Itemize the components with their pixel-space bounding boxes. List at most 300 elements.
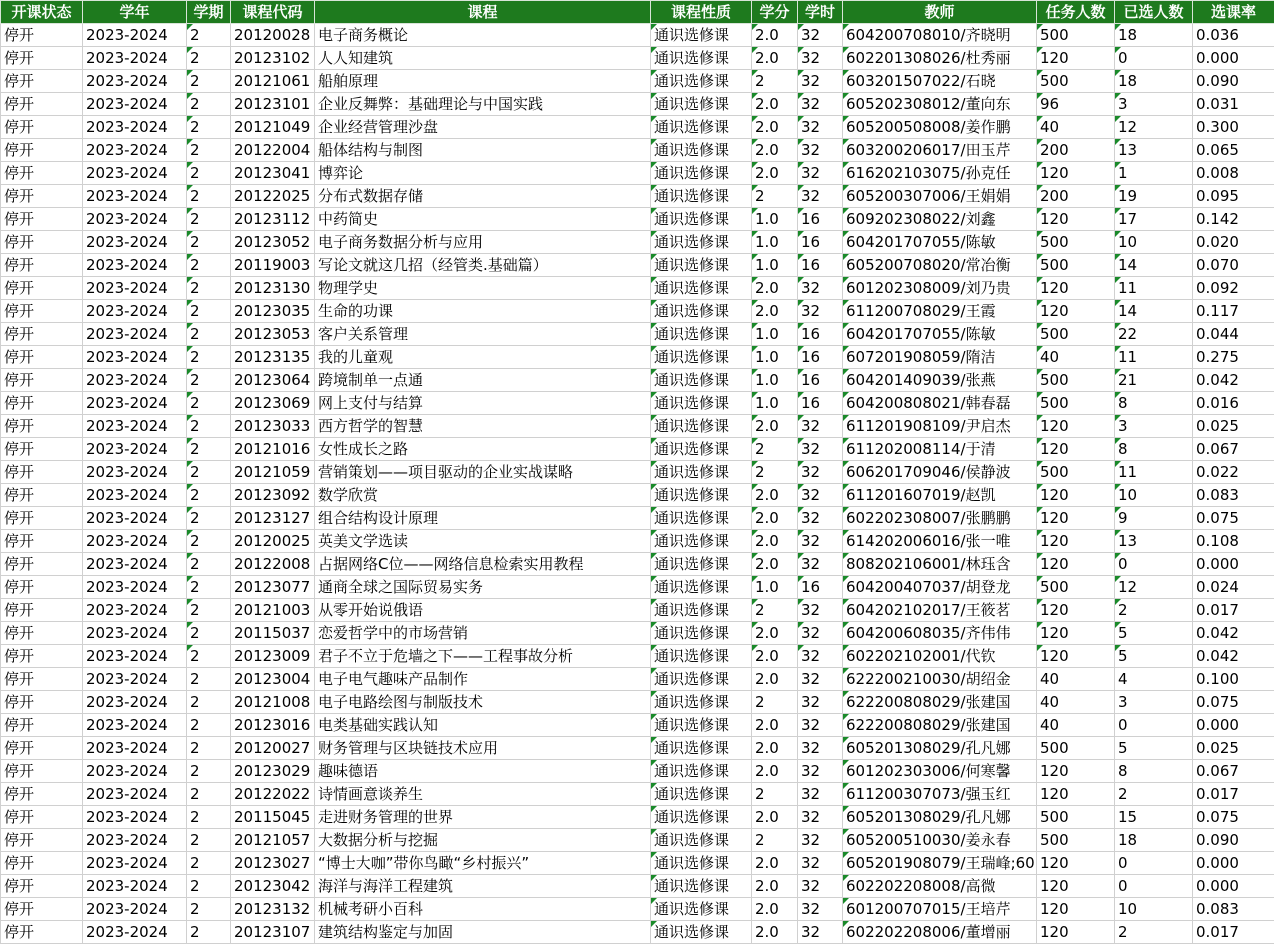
cell-course[interactable]: 电子商务数据分析与应用	[315, 231, 651, 254]
cell-enrolled[interactable]: 11	[1115, 346, 1193, 369]
cell-term[interactable]: 2	[187, 668, 231, 691]
cell-enroll-rate[interactable]: 0.100	[1193, 668, 1274, 691]
cell-credits[interactable]: 2.0	[752, 415, 798, 438]
cell-term[interactable]: 2	[187, 323, 231, 346]
cell-teacher[interactable]: 604200407037/胡登龙	[843, 576, 1037, 599]
cell-enrolled[interactable]: 5	[1115, 645, 1193, 668]
cell-year[interactable]: 2023-2024	[83, 277, 187, 300]
header-course-code[interactable]: 课程代码	[231, 1, 315, 24]
cell-course-code[interactable]: 20122022	[231, 783, 315, 806]
cell-course-code[interactable]: 20123092	[231, 484, 315, 507]
cell-course[interactable]: 君子不立于危墙之下——工程事故分析	[315, 645, 651, 668]
cell-credits[interactable]: 2.0	[752, 668, 798, 691]
cell-hours[interactable]: 16	[798, 208, 843, 231]
cell-status[interactable]: 停开	[1, 507, 83, 530]
cell-credits[interactable]: 2	[752, 70, 798, 93]
cell-year[interactable]: 2023-2024	[83, 415, 187, 438]
cell-course-type[interactable]: 通识选修课	[651, 921, 752, 944]
cell-capacity[interactable]: 120	[1037, 875, 1115, 898]
cell-year[interactable]: 2023-2024	[83, 185, 187, 208]
cell-course-type[interactable]: 通识选修课	[651, 599, 752, 622]
cell-capacity[interactable]: 500	[1037, 70, 1115, 93]
cell-year[interactable]: 2023-2024	[83, 622, 187, 645]
cell-term[interactable]: 2	[187, 875, 231, 898]
cell-enrolled[interactable]: 9	[1115, 507, 1193, 530]
cell-course[interactable]: 财务管理与区块链技术应用	[315, 737, 651, 760]
cell-course-type[interactable]: 通识选修课	[651, 576, 752, 599]
cell-year[interactable]: 2023-2024	[83, 760, 187, 783]
cell-capacity[interactable]: 120	[1037, 852, 1115, 875]
cell-teacher[interactable]: 602202208006/董增丽	[843, 921, 1037, 944]
cell-course-code[interactable]: 20121061	[231, 70, 315, 93]
cell-enrolled[interactable]: 18	[1115, 24, 1193, 47]
cell-enroll-rate[interactable]: 0.095	[1193, 185, 1274, 208]
cell-teacher[interactable]: 604201707055/陈敏	[843, 323, 1037, 346]
cell-capacity[interactable]: 120	[1037, 645, 1115, 668]
cell-enroll-rate[interactable]: 0.017	[1193, 921, 1274, 944]
cell-hours[interactable]: 16	[798, 392, 843, 415]
cell-course-code[interactable]: 20121008	[231, 691, 315, 714]
cell-hours[interactable]: 32	[798, 806, 843, 829]
cell-enroll-rate[interactable]: 0.000	[1193, 47, 1274, 70]
cell-course-type[interactable]: 通识选修课	[651, 507, 752, 530]
cell-enroll-rate[interactable]: 0.024	[1193, 576, 1274, 599]
cell-enrolled[interactable]: 14	[1115, 300, 1193, 323]
cell-course[interactable]: 英美文学选读	[315, 530, 651, 553]
cell-capacity[interactable]: 96	[1037, 93, 1115, 116]
cell-course-type[interactable]: 通识选修课	[651, 185, 752, 208]
cell-credits[interactable]: 2	[752, 829, 798, 852]
cell-teacher[interactable]: 605202308012/董向东	[843, 93, 1037, 116]
cell-course[interactable]: 人人知建筑	[315, 47, 651, 70]
cell-teacher[interactable]: 604200708010/齐晓明	[843, 24, 1037, 47]
cell-status[interactable]: 停开	[1, 185, 83, 208]
cell-course[interactable]: 分布式数据存储	[315, 185, 651, 208]
cell-course[interactable]: 大数据分析与挖掘	[315, 829, 651, 852]
cell-hours[interactable]: 16	[798, 231, 843, 254]
cell-credits[interactable]: 1.0	[752, 392, 798, 415]
cell-teacher[interactable]: 611201607019/赵凯	[843, 484, 1037, 507]
cell-year[interactable]: 2023-2024	[83, 346, 187, 369]
cell-year[interactable]: 2023-2024	[83, 576, 187, 599]
cell-enroll-rate[interactable]: 0.025	[1193, 737, 1274, 760]
cell-term[interactable]: 2	[187, 70, 231, 93]
cell-term[interactable]: 2	[187, 24, 231, 47]
cell-credits[interactable]: 1.0	[752, 254, 798, 277]
cell-capacity[interactable]: 40	[1037, 691, 1115, 714]
cell-term[interactable]: 2	[187, 438, 231, 461]
cell-course-type[interactable]: 通识选修课	[651, 300, 752, 323]
cell-course-type[interactable]: 通识选修课	[651, 392, 752, 415]
cell-hours[interactable]: 32	[798, 599, 843, 622]
cell-status[interactable]: 停开	[1, 300, 83, 323]
cell-course[interactable]: 诗情画意谈养生	[315, 783, 651, 806]
cell-teacher[interactable]: 605200307006/王娟娟	[843, 185, 1037, 208]
cell-enroll-rate[interactable]: 0.017	[1193, 783, 1274, 806]
cell-year[interactable]: 2023-2024	[83, 852, 187, 875]
cell-enrolled[interactable]: 13	[1115, 139, 1193, 162]
cell-term[interactable]: 2	[187, 553, 231, 576]
cell-enrolled[interactable]: 4	[1115, 668, 1193, 691]
cell-enroll-rate[interactable]: 0.275	[1193, 346, 1274, 369]
cell-credits[interactable]: 2.0	[752, 47, 798, 70]
cell-credits[interactable]: 2	[752, 599, 798, 622]
cell-course[interactable]: 网上支付与结算	[315, 392, 651, 415]
cell-capacity[interactable]: 500	[1037, 392, 1115, 415]
header-year[interactable]: 学年	[83, 1, 187, 24]
cell-enrolled[interactable]: 8	[1115, 392, 1193, 415]
cell-year[interactable]: 2023-2024	[83, 438, 187, 461]
cell-enroll-rate[interactable]: 0.036	[1193, 24, 1274, 47]
cell-course-type[interactable]: 通识选修课	[651, 852, 752, 875]
cell-course-type[interactable]: 通识选修课	[651, 622, 752, 645]
cell-enrolled[interactable]: 18	[1115, 70, 1193, 93]
cell-enroll-rate[interactable]: 0.016	[1193, 392, 1274, 415]
cell-enrolled[interactable]: 18	[1115, 829, 1193, 852]
cell-enroll-rate[interactable]: 0.117	[1193, 300, 1274, 323]
cell-status[interactable]: 停开	[1, 139, 83, 162]
cell-enrolled[interactable]: 2	[1115, 783, 1193, 806]
cell-enroll-rate[interactable]: 0.075	[1193, 507, 1274, 530]
cell-year[interactable]: 2023-2024	[83, 530, 187, 553]
cell-enrolled[interactable]: 21	[1115, 369, 1193, 392]
cell-enroll-rate[interactable]: 0.042	[1193, 622, 1274, 645]
cell-enrolled[interactable]: 0	[1115, 47, 1193, 70]
cell-credits[interactable]: 2.0	[752, 484, 798, 507]
cell-course[interactable]: 机械考研小百科	[315, 898, 651, 921]
cell-capacity[interactable]: 500	[1037, 323, 1115, 346]
cell-status[interactable]: 停开	[1, 921, 83, 944]
cell-enrolled[interactable]: 3	[1115, 691, 1193, 714]
cell-enroll-rate[interactable]: 0.008	[1193, 162, 1274, 185]
cell-teacher[interactable]: 601202308009/刘乃贵	[843, 277, 1037, 300]
cell-status[interactable]: 停开	[1, 737, 83, 760]
cell-enroll-rate[interactable]: 0.083	[1193, 898, 1274, 921]
cell-course-type[interactable]: 通识选修课	[651, 461, 752, 484]
cell-hours[interactable]: 32	[798, 737, 843, 760]
cell-credits[interactable]: 2	[752, 691, 798, 714]
cell-term[interactable]: 2	[187, 507, 231, 530]
cell-enrolled[interactable]: 3	[1115, 93, 1193, 116]
cell-hours[interactable]: 16	[798, 346, 843, 369]
cell-hours[interactable]: 32	[798, 185, 843, 208]
cell-teacher[interactable]: 611200307073/强玉红	[843, 783, 1037, 806]
cell-year[interactable]: 2023-2024	[83, 208, 187, 231]
cell-capacity[interactable]: 120	[1037, 277, 1115, 300]
cell-course-code[interactable]: 20120027	[231, 737, 315, 760]
cell-year[interactable]: 2023-2024	[83, 392, 187, 415]
cell-enroll-rate[interactable]: 0.025	[1193, 415, 1274, 438]
cell-enroll-rate[interactable]: 0.142	[1193, 208, 1274, 231]
cell-hours[interactable]: 32	[798, 277, 843, 300]
cell-teacher[interactable]: 607201908059/隋洁	[843, 346, 1037, 369]
cell-enrolled[interactable]: 1	[1115, 162, 1193, 185]
cell-capacity[interactable]: 120	[1037, 438, 1115, 461]
cell-hours[interactable]: 32	[798, 116, 843, 139]
cell-capacity[interactable]: 500	[1037, 461, 1115, 484]
cell-credits[interactable]: 2.0	[752, 162, 798, 185]
cell-term[interactable]: 2	[187, 93, 231, 116]
cell-course-code[interactable]: 20122008	[231, 553, 315, 576]
cell-capacity[interactable]: 500	[1037, 737, 1115, 760]
cell-year[interactable]: 2023-2024	[83, 599, 187, 622]
cell-year[interactable]: 2023-2024	[83, 645, 187, 668]
cell-status[interactable]: 停开	[1, 875, 83, 898]
cell-status[interactable]: 停开	[1, 806, 83, 829]
cell-status[interactable]: 停开	[1, 47, 83, 70]
cell-hours[interactable]: 32	[798, 47, 843, 70]
cell-status[interactable]: 停开	[1, 93, 83, 116]
cell-enrolled[interactable]: 12	[1115, 576, 1193, 599]
cell-enroll-rate[interactable]: 0.000	[1193, 875, 1274, 898]
cell-course-type[interactable]: 通识选修课	[651, 691, 752, 714]
cell-hours[interactable]: 16	[798, 254, 843, 277]
cell-enroll-rate[interactable]: 0.075	[1193, 691, 1274, 714]
cell-term[interactable]: 2	[187, 461, 231, 484]
cell-term[interactable]: 2	[187, 829, 231, 852]
cell-status[interactable]: 停开	[1, 530, 83, 553]
cell-hours[interactable]: 32	[798, 691, 843, 714]
cell-course-type[interactable]: 通识选修课	[651, 231, 752, 254]
cell-credits[interactable]: 2.0	[752, 645, 798, 668]
cell-capacity[interactable]: 120	[1037, 208, 1115, 231]
cell-hours[interactable]: 32	[798, 484, 843, 507]
cell-enrolled[interactable]: 12	[1115, 116, 1193, 139]
cell-term[interactable]: 2	[187, 484, 231, 507]
cell-teacher[interactable]: 604201409039/张燕	[843, 369, 1037, 392]
cell-hours[interactable]: 32	[798, 530, 843, 553]
cell-credits[interactable]: 1.0	[752, 346, 798, 369]
cell-course[interactable]: 占据网络C位——网络信息检索实用教程	[315, 553, 651, 576]
cell-credits[interactable]: 2.0	[752, 300, 798, 323]
cell-course[interactable]: 生命的功课	[315, 300, 651, 323]
cell-teacher[interactable]: 622200808029/张建国	[843, 714, 1037, 737]
cell-enrolled[interactable]: 3	[1115, 415, 1193, 438]
cell-course-code[interactable]: 20123053	[231, 323, 315, 346]
cell-capacity[interactable]: 200	[1037, 185, 1115, 208]
cell-course-type[interactable]: 通识选修课	[651, 737, 752, 760]
cell-term[interactable]: 2	[187, 392, 231, 415]
cell-term[interactable]: 2	[187, 277, 231, 300]
cell-teacher[interactable]: 604200808021/韩春磊	[843, 392, 1037, 415]
cell-course[interactable]: 跨境制单一点通	[315, 369, 651, 392]
cell-course-type[interactable]: 通识选修课	[651, 277, 752, 300]
cell-year[interactable]: 2023-2024	[83, 898, 187, 921]
cell-enrolled[interactable]: 11	[1115, 461, 1193, 484]
cell-status[interactable]: 停开	[1, 760, 83, 783]
cell-status[interactable]: 停开	[1, 645, 83, 668]
cell-course-type[interactable]: 通识选修课	[651, 875, 752, 898]
cell-year[interactable]: 2023-2024	[83, 691, 187, 714]
cell-term[interactable]: 2	[187, 576, 231, 599]
cell-year[interactable]: 2023-2024	[83, 921, 187, 944]
cell-teacher[interactable]: 609202308022/刘鑫	[843, 208, 1037, 231]
cell-course[interactable]: “博士大咖”带你鸟瞰“乡村振兴”	[315, 852, 651, 875]
cell-enrolled[interactable]: 11	[1115, 277, 1193, 300]
cell-course[interactable]: 电子电气趣味产品制作	[315, 668, 651, 691]
cell-credits[interactable]: 2.0	[752, 737, 798, 760]
cell-course-code[interactable]: 20121059	[231, 461, 315, 484]
cell-course-code[interactable]: 20121057	[231, 829, 315, 852]
cell-enroll-rate[interactable]: 0.090	[1193, 829, 1274, 852]
cell-credits[interactable]: 2.0	[752, 852, 798, 875]
cell-hours[interactable]: 32	[798, 93, 843, 116]
header-course-type[interactable]: 课程性质	[651, 1, 752, 24]
cell-course-code[interactable]: 20119003	[231, 254, 315, 277]
cell-credits[interactable]: 2.0	[752, 622, 798, 645]
cell-capacity[interactable]: 200	[1037, 139, 1115, 162]
cell-term[interactable]: 2	[187, 737, 231, 760]
cell-teacher[interactable]: 602202208008/高微	[843, 875, 1037, 898]
cell-status[interactable]: 停开	[1, 208, 83, 231]
cell-term[interactable]: 2	[187, 530, 231, 553]
cell-course-type[interactable]: 通识选修课	[651, 254, 752, 277]
cell-teacher[interactable]: 622200808029/张建国	[843, 691, 1037, 714]
cell-capacity[interactable]: 120	[1037, 622, 1115, 645]
cell-credits[interactable]: 2.0	[752, 760, 798, 783]
cell-course[interactable]: 组合结构设计原理	[315, 507, 651, 530]
cell-term[interactable]: 2	[187, 599, 231, 622]
cell-capacity[interactable]: 120	[1037, 898, 1115, 921]
cell-capacity[interactable]: 120	[1037, 162, 1115, 185]
cell-hours[interactable]: 16	[798, 369, 843, 392]
cell-status[interactable]: 停开	[1, 70, 83, 93]
cell-enrolled[interactable]: 0	[1115, 553, 1193, 576]
cell-status[interactable]: 停开	[1, 277, 83, 300]
cell-teacher[interactable]: 605201908079/王瑞峰;60	[843, 852, 1037, 875]
cell-teacher[interactable]: 808202106001/林珏含	[843, 553, 1037, 576]
cell-course[interactable]: 趣味德语	[315, 760, 651, 783]
cell-year[interactable]: 2023-2024	[83, 116, 187, 139]
cell-capacity[interactable]: 500	[1037, 254, 1115, 277]
cell-status[interactable]: 停开	[1, 231, 83, 254]
cell-course[interactable]: 写论文就这几招（经管类.基础篇）	[315, 254, 651, 277]
cell-year[interactable]: 2023-2024	[83, 714, 187, 737]
cell-course[interactable]: 女性成长之路	[315, 438, 651, 461]
cell-enrolled[interactable]: 2	[1115, 921, 1193, 944]
cell-course-code[interactable]: 20123016	[231, 714, 315, 737]
cell-enrolled[interactable]: 2	[1115, 599, 1193, 622]
cell-course-type[interactable]: 通识选修课	[651, 415, 752, 438]
cell-term[interactable]: 2	[187, 300, 231, 323]
cell-course-code[interactable]: 20123130	[231, 277, 315, 300]
cell-teacher[interactable]: 605201308029/孔凡娜	[843, 806, 1037, 829]
cell-status[interactable]: 停开	[1, 162, 83, 185]
cell-year[interactable]: 2023-2024	[83, 24, 187, 47]
cell-hours[interactable]: 32	[798, 783, 843, 806]
cell-course[interactable]: 船舶原理	[315, 70, 651, 93]
cell-teacher[interactable]: 602202102001/代钦	[843, 645, 1037, 668]
cell-status[interactable]: 停开	[1, 323, 83, 346]
cell-capacity[interactable]: 40	[1037, 714, 1115, 737]
cell-term[interactable]: 2	[187, 346, 231, 369]
cell-year[interactable]: 2023-2024	[83, 139, 187, 162]
cell-enrolled[interactable]: 22	[1115, 323, 1193, 346]
cell-course-code[interactable]: 20120025	[231, 530, 315, 553]
cell-course-type[interactable]: 通识选修课	[651, 24, 752, 47]
cell-course-type[interactable]: 通识选修课	[651, 139, 752, 162]
cell-hours[interactable]: 32	[798, 921, 843, 944]
cell-credits[interactable]: 2.0	[752, 921, 798, 944]
cell-course[interactable]: 客户关系管理	[315, 323, 651, 346]
header-hours[interactable]: 学时	[798, 1, 843, 24]
cell-enroll-rate[interactable]: 0.065	[1193, 139, 1274, 162]
cell-course-code[interactable]: 20123027	[231, 852, 315, 875]
cell-course-code[interactable]: 20121016	[231, 438, 315, 461]
cell-teacher[interactable]: 601200707015/王培芹	[843, 898, 1037, 921]
cell-enrolled[interactable]: 0	[1115, 714, 1193, 737]
cell-enrolled[interactable]: 15	[1115, 806, 1193, 829]
cell-capacity[interactable]: 120	[1037, 484, 1115, 507]
cell-status[interactable]: 停开	[1, 254, 83, 277]
cell-status[interactable]: 停开	[1, 783, 83, 806]
cell-enrolled[interactable]: 19	[1115, 185, 1193, 208]
cell-hours[interactable]: 16	[798, 576, 843, 599]
cell-course[interactable]: 恋爱哲学中的市场营销	[315, 622, 651, 645]
cell-credits[interactable]: 2.0	[752, 898, 798, 921]
cell-enroll-rate[interactable]: 0.067	[1193, 760, 1274, 783]
cell-enroll-rate[interactable]: 0.017	[1193, 599, 1274, 622]
cell-course-type[interactable]: 通识选修课	[651, 369, 752, 392]
cell-enroll-rate[interactable]: 0.083	[1193, 484, 1274, 507]
cell-course[interactable]: 电子商务概论	[315, 24, 651, 47]
cell-hours[interactable]: 32	[798, 438, 843, 461]
cell-term[interactable]: 2	[187, 369, 231, 392]
cell-teacher[interactable]: 605200510030/姜永春	[843, 829, 1037, 852]
cell-status[interactable]: 停开	[1, 668, 83, 691]
cell-enrolled[interactable]: 10	[1115, 484, 1193, 507]
cell-hours[interactable]: 32	[798, 415, 843, 438]
cell-teacher[interactable]: 605201308029/孔凡娜	[843, 737, 1037, 760]
cell-hours[interactable]: 32	[798, 714, 843, 737]
cell-course[interactable]: 电类基础实践认知	[315, 714, 651, 737]
cell-hours[interactable]: 32	[798, 760, 843, 783]
cell-course-code[interactable]: 20115037	[231, 622, 315, 645]
cell-capacity[interactable]: 120	[1037, 415, 1115, 438]
cell-course[interactable]: 通商全球之国际贸易实务	[315, 576, 651, 599]
cell-status[interactable]: 停开	[1, 392, 83, 415]
header-credits[interactable]: 学分	[752, 1, 798, 24]
cell-teacher[interactable]: 604201707055/陈敏	[843, 231, 1037, 254]
cell-credits[interactable]: 2.0	[752, 530, 798, 553]
cell-course-code[interactable]: 20123112	[231, 208, 315, 231]
cell-enroll-rate[interactable]: 0.300	[1193, 116, 1274, 139]
cell-enroll-rate[interactable]: 0.022	[1193, 461, 1274, 484]
cell-course-code[interactable]: 20123069	[231, 392, 315, 415]
cell-hours[interactable]: 16	[798, 323, 843, 346]
cell-teacher[interactable]: 602202308007/张鹏鹏	[843, 507, 1037, 530]
cell-capacity[interactable]: 500	[1037, 829, 1115, 852]
cell-course[interactable]: 走进财务管理的世界	[315, 806, 651, 829]
header-term[interactable]: 学期	[187, 1, 231, 24]
cell-capacity[interactable]: 120	[1037, 553, 1115, 576]
cell-enroll-rate[interactable]: 0.090	[1193, 70, 1274, 93]
cell-course-code[interactable]: 20123009	[231, 645, 315, 668]
cell-credits[interactable]: 1.0	[752, 369, 798, 392]
cell-course-type[interactable]: 通识选修课	[651, 346, 752, 369]
cell-enrolled[interactable]: 10	[1115, 231, 1193, 254]
cell-capacity[interactable]: 40	[1037, 346, 1115, 369]
cell-course[interactable]: 营销策划——项目驱动的企业实战谋略	[315, 461, 651, 484]
cell-course-type[interactable]: 通识选修课	[651, 806, 752, 829]
cell-hours[interactable]: 32	[798, 70, 843, 93]
cell-enrolled[interactable]: 8	[1115, 438, 1193, 461]
cell-year[interactable]: 2023-2024	[83, 461, 187, 484]
cell-enroll-rate[interactable]: 0.000	[1193, 553, 1274, 576]
cell-course-type[interactable]: 通识选修课	[651, 93, 752, 116]
cell-course[interactable]: 建筑结构鉴定与加固	[315, 921, 651, 944]
cell-term[interactable]: 2	[187, 622, 231, 645]
